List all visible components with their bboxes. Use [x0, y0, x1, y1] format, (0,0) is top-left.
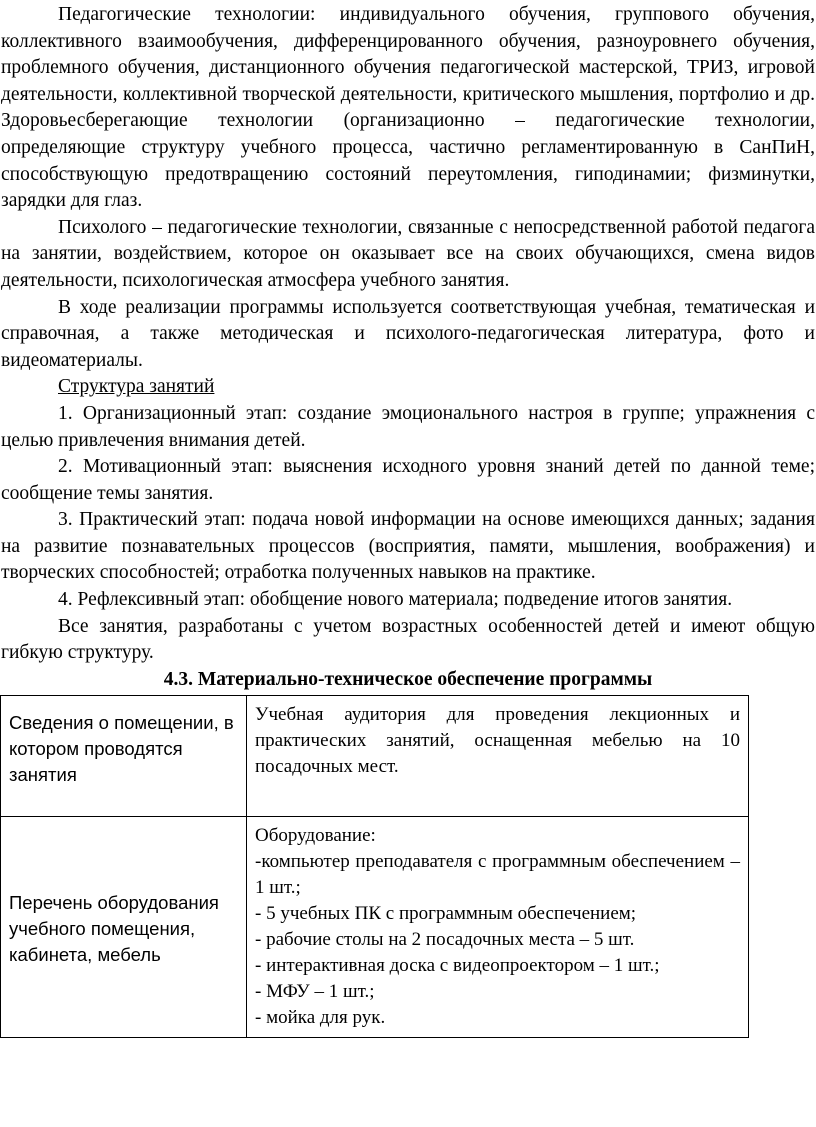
equipment-item-5: - МФУ – 1 шт.;	[255, 980, 375, 1002]
equipment-title: Оборудование:	[255, 824, 376, 846]
table-row	[1, 816, 749, 1037]
section-heading: 4.3. Материально-техническое обеспечение программы	[163, 668, 653, 690]
structure-title: Структура занятий	[58, 376, 215, 398]
equipment-item-3: - рабочие столы на 2 посадочных места – 5 шт.	[255, 928, 635, 950]
equipment-item-4: - интерактивная доска с видеопроектором – 1 шт.;	[255, 954, 660, 976]
table-row	[1, 695, 749, 816]
room-info-label: Сведения о помещении, в котором проводятся занятия	[1, 695, 247, 816]
paragraph-psych-technologies: Психолого – педагогические технологии, связанные с непосредственной работой педагога на занятии, воздействием, которое он оказывает все на своих обучающихся, смена видов деятельности, психологическая атмосфера учебного занятия.	[1, 216, 815, 291]
room-info-text: Учебная аудитория для проведения лекционных и практических занятий, оснащенная мебелью на 10 посадочных мест.	[255, 703, 740, 777]
room-info-value	[247, 695, 749, 816]
equipment-item-6: - мойка для рук.	[255, 1006, 386, 1028]
equipment-item-2: - 5 учебных ПК с программным обеспечением;	[255, 902, 637, 924]
structure-item-2: 2. Мотивационный этап: выяснения исходного уровня знаний детей по данной теме; сообщение темы занятия.	[1, 456, 815, 504]
structure-item-1: 1. Организационный этап: создание эмоционального настроя в группе; упражнения с целью привлечения внимания детей.	[1, 402, 815, 451]
structure-item-4: 4. Рефлексивный этап: обобщение нового материала; подведение итогов занятия.	[58, 589, 733, 611]
body-text	[0, 2, 816, 693]
equipment-item-1: -компьютер преподавателя с программным обеспечением – 1 шт.;	[255, 850, 740, 898]
paragraph-technologies: Педагогические технологии: индивидуального обучения, группового обучения, коллективного взаимообучения, дифференцированного обучения, разноуровнего обучения, проблемного обучения, дистанционного обучения педагогической мастерской, ТРИЗ, игровой деятельности, коллективной творческой деятельности, критического мышления, портфолио и др. Здоровьесберегающие технологии (организационно – педагогические технологии, определяющие структуру учебного процесса, частично регламентированную в СанПиН, способствующую предотвращению состояний переутомления, гиподинамии; физминутки, зарядки для глаз.	[1, 4, 815, 212]
equipment-label: Перечень оборудования учебного помещения, кабинета, мебель	[1, 816, 247, 1037]
paragraph-literature: В ходе реализации программы используется соответствующая учебная, тематическая и справочная, а также методическая и психолого-педагогическая литература, фото и видеоматериалы.	[1, 296, 815, 371]
structure-summary: Все занятия, разработаны с учетом возрастных особенностей детей и имеют общую гибкую структуру.	[1, 615, 815, 664]
equipment-table	[0, 695, 749, 1038]
structure-item-3: 3. Практический этап: подача новой информации на основе имеющихся данных; задания на развитие познавательных процессов (восприятия, памяти, мышления, воображения) и творческих способностей; отработка полученных навыков на практике.	[1, 509, 815, 584]
equipment-value	[247, 816, 749, 1037]
